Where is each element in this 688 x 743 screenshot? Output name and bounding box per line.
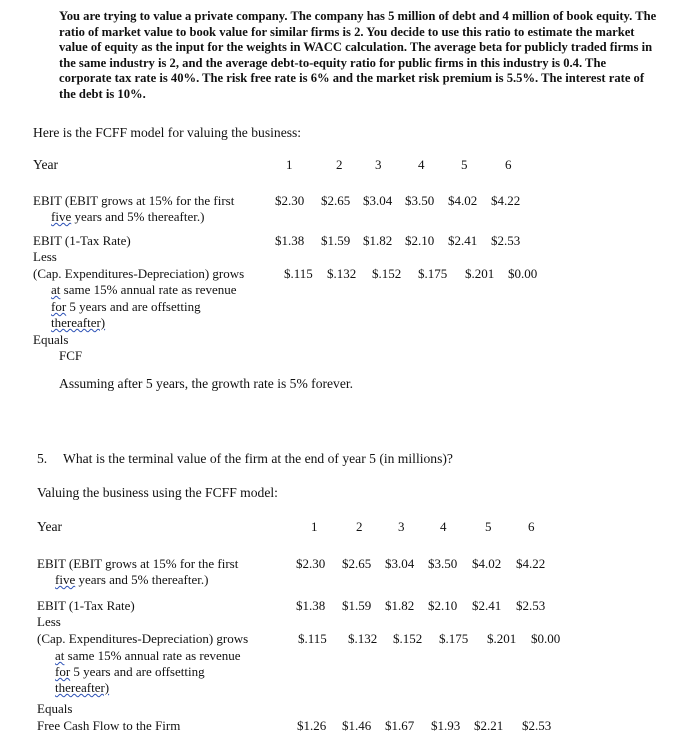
- model2-year: 4: [440, 519, 447, 534]
- model1-capex-thereafter: thereafter): [51, 315, 106, 330]
- model1-ebit-five: five: [51, 209, 72, 224]
- model2-year: 3: [398, 519, 405, 534]
- model2-heading: Valuing the business using the FCFF model:: [37, 485, 278, 500]
- model1-ebit-label-cont: [51, 209, 204, 225]
- model1-capex-label: (Cap. Expenditures-Depreciation) grows: [33, 266, 245, 281]
- model2-ebit-tax-value: $1.82: [385, 598, 415, 613]
- model1-ebit-value: $2.30: [275, 193, 305, 208]
- model1-year-label: Year: [33, 157, 59, 172]
- model2-year: 1: [311, 519, 318, 534]
- model2-less-label: Less: [37, 614, 61, 629]
- model2-capex-label: (Cap. Expenditures-Depreciation) grows: [37, 631, 249, 646]
- model2-capex-value: $.201: [487, 631, 517, 646]
- model2-capex-label-cont: [55, 648, 241, 664]
- model2-ebit-tax-value: $1.38: [296, 598, 326, 613]
- model1-ebit-rest: years and 5% thereafter.): [71, 209, 205, 224]
- model2-capex-thereafter: thereafter): [55, 680, 110, 695]
- model2-ebit-value: $2.30: [296, 556, 326, 571]
- problem-statement: You are trying to value a private company. The company has 5 million of debt and 4 million of book equity. The ratio of market value to book value for similar firms is 2. You decide to use this ratio to estimate the market value of equity as the input for the weights in WACC calculation. The average beta for publicly traded firms in the same industry is 2, and the average debt-to-equity ratio for public firms in this industry is 0.4. The corporate tax rate is 40%. The risk free rate is 6% and the market risk premium is 5.5%. The interest rate of the debt is 10%.: [59, 9, 657, 101]
- model1-ebit-value: $2.65: [321, 193, 351, 208]
- model1-ebit-tax-value: $2.10: [405, 233, 435, 248]
- model1-capex-rest: same 15% annual rate as revenue: [60, 282, 237, 297]
- model2-capex-label-cont3: [55, 680, 109, 696]
- model2-ebit-label-cont: [55, 572, 208, 588]
- model2-ebit-value: $3.50: [428, 556, 458, 571]
- model2-ebit-rest: years and 5% thereafter.): [75, 572, 209, 587]
- model2-ebit-tax-value: $2.41: [472, 598, 502, 613]
- model2-ebit-tax-value: $2.10: [428, 598, 458, 613]
- model1-ebit-tax-value: $2.41: [448, 233, 478, 248]
- model1-ebit-value: $3.04: [363, 193, 393, 208]
- model1-ebit-tax-label: EBIT (1-Tax Rate): [33, 233, 131, 248]
- model1-heading: Here is the FCFF model for valuing the business:: [33, 125, 302, 140]
- model2-fcff-value: $1.67: [385, 718, 415, 733]
- model1-fcf-label: FCF: [59, 348, 83, 363]
- model1-capex-label-cont2: [51, 299, 201, 315]
- model2-capex-value: $0.00: [531, 631, 561, 646]
- model1-year: 1: [286, 157, 293, 172]
- model2-ebit-value: $4.22: [516, 556, 546, 571]
- model2-ebit-five: five: [55, 572, 76, 587]
- model2-ebit-tax-value: $1.59: [342, 598, 372, 613]
- model1-capex-rest2: 5 years and are offsetting: [66, 299, 201, 314]
- model1-year: 3: [375, 157, 382, 172]
- model2-fcff-value: $1.93: [431, 718, 461, 733]
- model2-ebit-value: $3.04: [385, 556, 415, 571]
- model2-capex-value: $.115: [298, 631, 327, 646]
- model2-fcff-label: Free Cash Flow to the Firm: [37, 718, 181, 733]
- model1-capex-value: $0.00: [508, 266, 538, 281]
- model2-ebit-label: EBIT (EBIT grows at 15% for the first: [37, 556, 239, 571]
- model2-ebit-value: $4.02: [472, 556, 502, 571]
- model1-capex-value: $.175: [418, 266, 448, 281]
- model1-ebit-tax-value: $1.59: [321, 233, 351, 248]
- model1-ebit-tax-value: $1.38: [275, 233, 305, 248]
- model2-capex-value: $.132: [348, 631, 378, 646]
- model1-year: 5: [461, 157, 468, 172]
- model2-equals-label: Equals: [37, 701, 73, 716]
- model2-year-label: Year: [37, 519, 63, 534]
- model2-year: 6: [528, 519, 535, 534]
- model2-ebit-tax-label: EBIT (1-Tax Rate): [37, 598, 135, 613]
- model2-fcff-value: $1.46: [342, 718, 372, 733]
- model1-year: 2: [336, 157, 343, 172]
- model1-capex-value: $.152: [372, 266, 402, 281]
- model2-capex-rest: same 15% annual rate as revenue: [64, 648, 241, 663]
- model1-year: 6: [505, 157, 512, 172]
- model1-capex-label-cont3: [51, 315, 105, 331]
- model1-ebit-value: $3.50: [405, 193, 435, 208]
- question-text: What is the terminal value of the firm at the end of year 5 (in millions)?: [63, 451, 453, 466]
- model1-ebit-value: $4.02: [448, 193, 478, 208]
- model2-year: 2: [356, 519, 363, 534]
- model2-capex-at: at: [55, 648, 65, 663]
- model1-ebit-label: EBIT (EBIT grows at 15% for the first: [33, 193, 235, 208]
- growth-assumption: Assuming after 5 years, the growth rate is 5% forever.: [59, 376, 354, 391]
- model1-capex-value: $.132: [327, 266, 357, 281]
- model2-fcff-value: $1.26: [297, 718, 327, 733]
- model1-capex-label-cont: [51, 282, 237, 298]
- model1-capex-value: $.115: [284, 266, 313, 281]
- model1-year: 4: [418, 157, 425, 172]
- model2-capex-value: $.175: [439, 631, 469, 646]
- model1-ebit-tax-value: $2.53: [491, 233, 521, 248]
- model1-less-label: Less: [33, 249, 57, 264]
- model1-capex-value: $.201: [465, 266, 495, 281]
- model2-year: 5: [485, 519, 492, 534]
- model2-fcff-value: $2.53: [522, 718, 552, 733]
- model1-ebit-value: $4.22: [491, 193, 521, 208]
- model1-ebit-tax-value: $1.82: [363, 233, 393, 248]
- model1-equals-label: Equals: [33, 332, 69, 347]
- model2-fcff-value: $2.21: [474, 718, 504, 733]
- model2-ebit-tax-value: $2.53: [516, 598, 546, 613]
- model1-capex-at: at: [51, 282, 61, 297]
- model2-ebit-value: $2.65: [342, 556, 372, 571]
- model2-capex-label-cont2: [55, 664, 205, 680]
- model2-capex-rest2: 5 years and are offsetting: [70, 664, 205, 679]
- model1-capex-for: for: [51, 299, 67, 314]
- model2-capex-for: for: [55, 664, 71, 679]
- question-number: 5.: [37, 451, 48, 466]
- model2-capex-value: $.152: [393, 631, 423, 646]
